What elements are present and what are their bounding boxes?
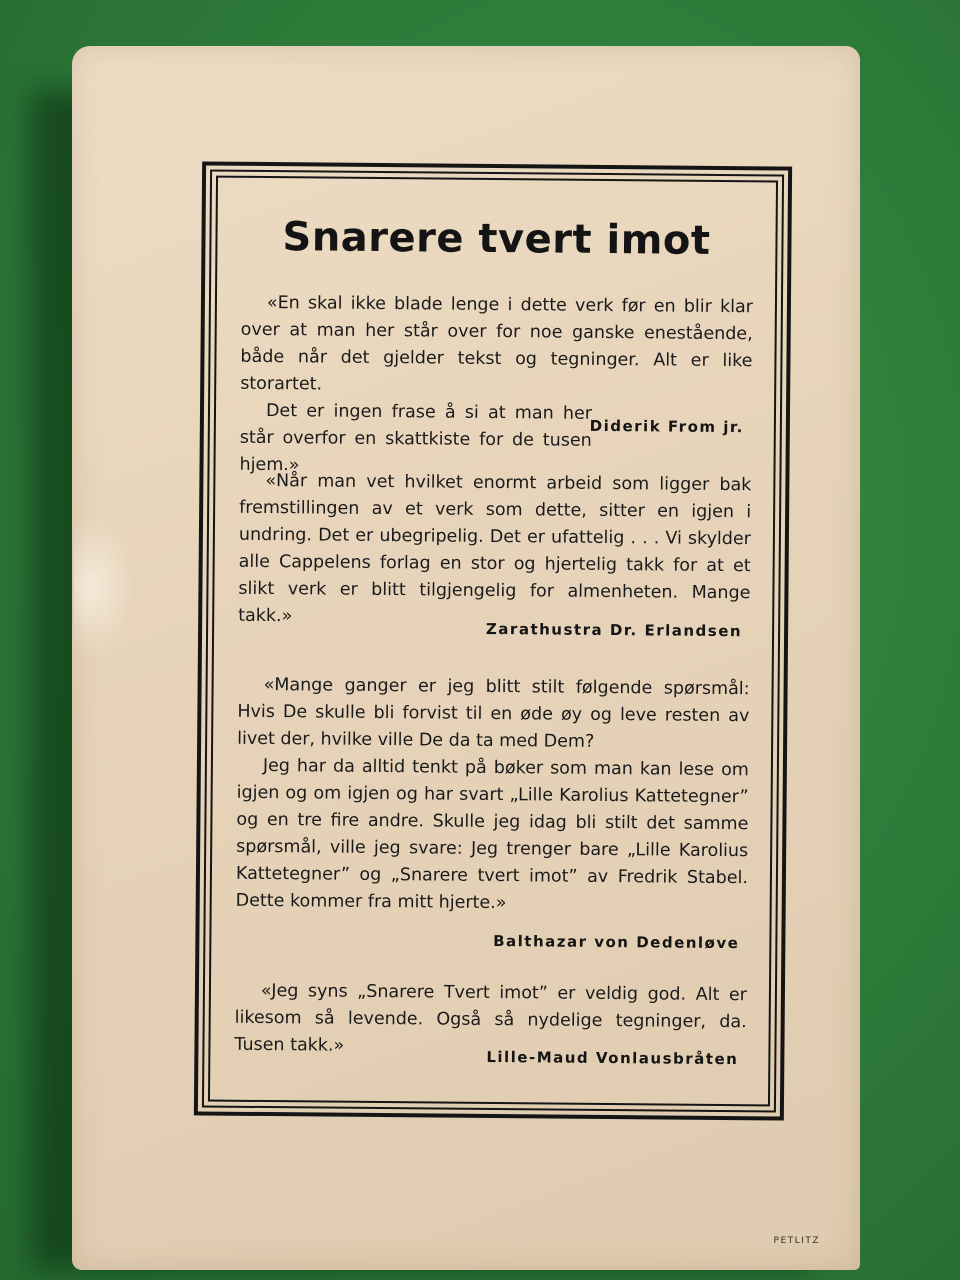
quote-2 [238, 468, 751, 634]
quote-3-paragraph-2: Jeg har da alltid tenkt på bøker som man kan lese om igjen og om igjen og har svart „Lille Karolius Kattetegner” og en tre fire andre. Skulle jeg idag bli stilt det samme spørsmål, ville jeg svare: Jeg trenger bare „Lille Karolius Kattetegner” og „Snarere tvert imot” av Fredrik Stabel. Dette kommer fra mitt hjerte.» [235, 755, 749, 914]
quote-3-paragraph-1: «Mange ganger er jeg blitt stilt følgende spørsmål: Hvis De skulle bli forvist til en øde øy og leve resten av livet der, hvilke ville De da ta med Dem? [237, 675, 750, 752]
book-back-cover [72, 46, 860, 1270]
printer-mark: PETLITZ [773, 1236, 820, 1246]
quote-3 [236, 672, 750, 919]
quote-4-paragraph-1: «Jeg syns „Snarere Tvert imot” er veldig god. Alt er likesom så levende. Også så nydelige tegninger, da. Tusen takk.» [234, 980, 748, 1056]
book-title: Snarere tvert imot [282, 214, 711, 264]
quote-4-author: Lille-Maud Vonlausbråten [486, 1047, 739, 1069]
quote-3-author: Balthazar von Dedenløve [493, 932, 740, 953]
quote-1-author: Diderik From jr. [589, 416, 744, 437]
quote-1-paragraph-1: «En skal ikke blade lenge i dette verk før en blir klar over at man her står over for noe ganske enestående, både når det gjelder tekst og tegninger. Alt er like storartet. [240, 293, 754, 395]
text-panel [208, 176, 778, 1107]
quote-1-paragraph-2: Det er ingen frase å si at man her står overfor en skattkiste for de tusen hjem.» [239, 401, 593, 476]
text-frame [194, 161, 792, 1120]
cover-wear-mark [74, 516, 134, 656]
quote-1 [239, 290, 753, 483]
quote-2-author: Zarathustra Dr. Erlandsen [485, 619, 743, 641]
quote-2-paragraph-1: «Når man vet hvilket enormt arbeid som ligger bak fremstillingen av et verk som dette, sitter en igjen i undring. Det er ubegripelig. Det er ufattelig . . . Vi skylder alle Cappelens forlag en stor og hjertelig takk for at et slikt verk er blitt tilgjengelig for almenheten. Mange takk.» [238, 471, 752, 627]
